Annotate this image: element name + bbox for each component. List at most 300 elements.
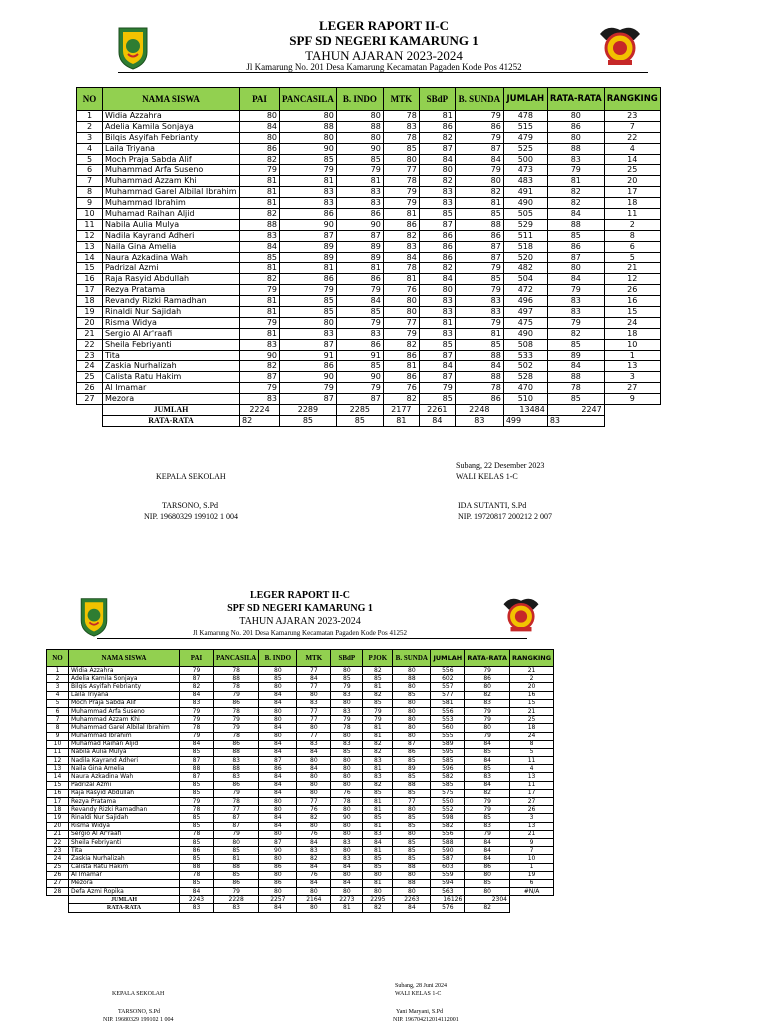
row-number: 18 <box>77 296 103 307</box>
grade-cell: 85 <box>363 814 393 822</box>
grade-cell: 85 <box>363 855 393 863</box>
grade-cell: 88 <box>280 121 337 132</box>
student-name: Revandy Rizki Ramadhan <box>103 296 240 307</box>
grade-cell: 552 <box>431 806 465 814</box>
grade-cell: 482 <box>503 263 547 274</box>
student-name: Nabila Aulia Mulya <box>69 748 180 756</box>
student-name: Nadila Kayrand Adheri <box>69 757 180 765</box>
row-number: 24 <box>47 855 69 863</box>
homeroom-title: WALI KELAS 1-C <box>395 991 442 997</box>
table-header-row <box>77 88 661 111</box>
col-header-pancasila: PANCASILA <box>280 88 337 111</box>
grade-cell: 18 <box>604 328 660 339</box>
grade-cell: 79 <box>214 724 259 732</box>
grade-cell: 90 <box>331 814 363 822</box>
student-row <box>77 285 661 296</box>
grade-cell: 86 <box>240 143 280 154</box>
grade-cell: 77 <box>393 798 431 806</box>
grade-cell: 470 <box>503 383 547 394</box>
grade-cell: 84 <box>259 691 297 699</box>
grade-cell: 80 <box>331 888 363 896</box>
grade-cell: 89 <box>547 350 604 361</box>
grade-cell: 87 <box>180 773 214 781</box>
grade-cell: 20 <box>604 176 660 187</box>
report-title: LEGER RAPORT II-C <box>249 590 351 601</box>
grade-cell: 87 <box>393 740 431 748</box>
grade-cell: 79 <box>383 187 419 198</box>
grade-cell: 4 <box>510 765 554 773</box>
grade-cell: 560 <box>431 724 465 732</box>
grade-cell: 80 <box>331 806 363 814</box>
student-name: Sergio Al Ar'raafi <box>103 328 240 339</box>
student-row <box>77 383 661 394</box>
grade-cell: 497 <box>503 307 547 318</box>
grade-cell: 84 <box>336 296 383 307</box>
grade-cell: 8 <box>604 230 660 241</box>
jumlah-b-sunda: 2263 <box>393 896 431 904</box>
row-number: 15 <box>47 781 69 789</box>
rata-mtk: 80 <box>297 904 331 912</box>
student-row <box>77 198 661 209</box>
grade-cell: 83 <box>363 830 393 838</box>
grade-cell: 13 <box>510 822 554 830</box>
grade-cell: 80 <box>336 132 383 143</box>
grade-cell: 84 <box>297 838 331 846</box>
col-header-name: NAMA SISWA <box>103 88 240 111</box>
grade-cell: 6 <box>604 241 660 252</box>
row-number: 3 <box>77 132 103 143</box>
grade-cell: 27 <box>604 383 660 394</box>
student-row <box>77 121 661 132</box>
principal-title: KEPALA SEKOLAH <box>112 991 165 997</box>
principal-name: TARSONO, S.Pd <box>162 501 219 510</box>
student-name: Muhammad Arfa Suseno <box>103 165 240 176</box>
grade-cell: 82 <box>547 328 604 339</box>
student-name: Sheila Febriyanti <box>69 838 180 846</box>
grade-cell: 15 <box>510 699 554 707</box>
rata-mtk: 81 <box>383 415 419 426</box>
grade-cell: 76 <box>297 830 331 838</box>
row-number: 19 <box>47 814 69 822</box>
grade-cell: 80 <box>547 263 604 274</box>
rata-b-indo: 84 <box>259 904 297 912</box>
grade-cell: 80 <box>363 888 393 896</box>
grade-cell: 80 <box>419 285 455 296</box>
row-number: 10 <box>77 209 103 220</box>
grade-cell: 86 <box>214 699 259 707</box>
grade-cell: 87 <box>336 230 383 241</box>
grade-cell: 4 <box>604 143 660 154</box>
jumlah-b-indo: 2285 <box>336 405 383 416</box>
grade-cell: 80 <box>393 724 431 732</box>
grade-cell: 83 <box>240 230 280 241</box>
row-number: 17 <box>47 798 69 806</box>
grade-cell: 85 <box>214 871 259 879</box>
student-row <box>47 683 554 691</box>
grade-cell: 85 <box>393 789 431 797</box>
grade-cell: 82 <box>363 667 393 675</box>
col-header-rata-rata: RATA-RATA <box>465 650 510 667</box>
grade-cell: 79 <box>180 732 214 740</box>
grade-cell: 84 <box>419 154 455 165</box>
grade-cell: 83 <box>419 307 455 318</box>
grade-cell: 510 <box>503 394 547 405</box>
grade-cell: 87 <box>214 814 259 822</box>
col-header-rangking: RANGKING <box>510 650 554 667</box>
student-row <box>77 111 661 122</box>
grade-cell: 528 <box>503 372 547 383</box>
grade-cell: 83 <box>419 328 455 339</box>
grade-cell: 1 <box>604 350 660 361</box>
grade-cell: 84 <box>419 274 455 285</box>
grade-table <box>46 649 554 913</box>
grade-cell: 89 <box>280 241 337 252</box>
grade-cell: 82 <box>363 748 393 756</box>
grade-cell: 590 <box>431 847 465 855</box>
grade-cell: 10 <box>604 339 660 350</box>
grade-cell: 21 <box>604 263 660 274</box>
grade-cell: 79 <box>280 165 337 176</box>
grade-cell: 87 <box>419 372 455 383</box>
grade-cell: 80 <box>331 757 363 765</box>
grade-cell: 83 <box>280 328 337 339</box>
col-header-b-indo: B. INDO <box>336 88 383 111</box>
grade-cell: 557 <box>431 683 465 691</box>
grade-cell: 12 <box>604 274 660 285</box>
grade-cell: 87 <box>280 339 337 350</box>
col-header-no: NO <box>47 650 69 667</box>
grade-cell: 81 <box>547 176 604 187</box>
grade-cell: 83 <box>240 394 280 405</box>
grade-cell: 77 <box>297 798 331 806</box>
grade-cell: 81 <box>280 176 337 187</box>
student-row <box>77 230 661 241</box>
grade-cell: 78 <box>214 683 259 691</box>
grade-cell: 81 <box>419 111 455 122</box>
student-row <box>47 871 554 879</box>
grade-cell: 84 <box>259 814 297 822</box>
grade-cell: 581 <box>431 699 465 707</box>
grade-cell: 81 <box>363 847 393 855</box>
grade-cell: 27 <box>510 798 554 806</box>
grade-cell: 79 <box>180 707 214 715</box>
grade-cell: 86 <box>419 230 455 241</box>
grade-cell: 85 <box>419 209 455 220</box>
grade-cell: 83 <box>214 773 259 781</box>
jumlah-mtk: 2177 <box>383 405 419 416</box>
student-name: Naila Gina Amelia <box>103 241 240 252</box>
grade-cell: 80 <box>465 724 510 732</box>
grade-cell: 82 <box>297 855 331 863</box>
grade-cell: 87 <box>455 143 503 154</box>
student-name: Naura Azkadina Wah <box>69 773 180 781</box>
row-number: 9 <box>47 732 69 740</box>
student-name: Al Imamar <box>103 383 240 394</box>
student-name: Zaskia Nurhalizah <box>103 361 240 372</box>
grade-cell: 81 <box>240 187 280 198</box>
rata-sbdp: 81 <box>331 904 363 912</box>
jumlah-pai: 2224 <box>240 405 280 416</box>
row-number: 18 <box>47 806 69 814</box>
col-header-sbdp: SBdP <box>419 88 455 111</box>
grade-cell: 77 <box>297 732 331 740</box>
academic-year: TAHUN AJARAN 2023-2024 <box>239 616 361 627</box>
jumlah-b-indo: 2257 <box>259 896 297 904</box>
student-name: Nadila Kayrand Adheri <box>103 230 240 241</box>
grade-cell: 85 <box>465 879 510 887</box>
grade-cell: 80 <box>393 806 431 814</box>
jumlah-pancasila: 2228 <box>214 896 259 904</box>
grade-cell: 85 <box>393 855 431 863</box>
grade-cell: 87 <box>214 822 259 830</box>
academic-year: TAHUN AJARAN 2023-2024 <box>305 48 463 63</box>
grade-cell: 81 <box>240 328 280 339</box>
grade-cell: 87 <box>455 252 503 263</box>
grade-cell: 85 <box>455 274 503 285</box>
grade-cell: 85 <box>363 699 393 707</box>
row-number: 10 <box>47 740 69 748</box>
grade-cell: 82 <box>465 789 510 797</box>
student-row <box>47 740 554 748</box>
student-row <box>47 830 554 838</box>
grade-cell: 80 <box>259 716 297 724</box>
grade-cell: 80 <box>331 781 363 789</box>
grade-cell: 86 <box>547 121 604 132</box>
rata-rata-row <box>77 415 661 426</box>
grade-cell: 81 <box>363 822 393 830</box>
report-title: LEGER RAPORT II-C <box>318 18 450 33</box>
row-number: 25 <box>77 372 103 383</box>
homeroom-name: IDA SUTANTI, S.Pd <box>458 501 527 510</box>
grade-cell: 79 <box>180 716 214 724</box>
grade-cell: 84 <box>465 757 510 765</box>
student-name: Muhammad Ibrahim <box>103 198 240 209</box>
grade-cell: 80 <box>393 667 431 675</box>
grade-cell: 533 <box>503 350 547 361</box>
student-row <box>47 732 554 740</box>
row-number: 24 <box>77 361 103 372</box>
grade-cell: 79 <box>419 383 455 394</box>
student-name: Raja Rasyid Abdullah <box>103 274 240 285</box>
student-row <box>77 209 661 220</box>
grade-cell: 83 <box>180 699 214 707</box>
col-header-mtk: MTK <box>383 88 419 111</box>
row-number: 2 <box>47 675 69 683</box>
col-header-pai: PAI <box>240 88 280 111</box>
grade-cell: 490 <box>503 328 547 339</box>
grade-cell: 81 <box>363 806 393 814</box>
grade-cell: 86 <box>336 339 383 350</box>
rata-rata: 82 <box>465 904 510 912</box>
grade-cell: 80 <box>297 691 331 699</box>
jumlah-total: 13484 <box>503 405 547 416</box>
grade-cell: 79 <box>465 806 510 814</box>
row-number: 28 <box>47 888 69 896</box>
grade-cell: 79 <box>240 317 280 328</box>
grade-cell: 87 <box>280 230 337 241</box>
grade-cell: 83 <box>280 187 337 198</box>
student-row <box>77 372 661 383</box>
grade-cell: 88 <box>214 765 259 773</box>
grade-cell: 80 <box>331 667 363 675</box>
grade-cell: 86 <box>280 209 337 220</box>
row-number: 22 <box>47 838 69 846</box>
grade-cell: 84 <box>259 699 297 707</box>
grade-cell: 550 <box>431 798 465 806</box>
grade-cell: 90 <box>336 219 383 230</box>
grade-cell: 88 <box>547 143 604 154</box>
grade-cell: 85 <box>336 307 383 318</box>
grade-cell: 87 <box>419 143 455 154</box>
grade-cell: 80 <box>259 830 297 838</box>
student-name: Moch Praja Sabda Alif <box>103 154 240 165</box>
grade-cell: 518 <box>503 241 547 252</box>
grade-cell: 82 <box>465 691 510 699</box>
row-number: 27 <box>47 879 69 887</box>
grade-cell: 86 <box>419 121 455 132</box>
jumlah-row <box>47 896 554 904</box>
grade-cell: 79 <box>214 691 259 699</box>
grade-cell: 84 <box>383 252 419 263</box>
col-header-b-sunda: B. SUNDA <box>393 650 431 667</box>
grade-cell: 88 <box>180 765 214 773</box>
grade-cell: #N/A <box>510 888 554 896</box>
student-row <box>47 765 554 773</box>
col-header-mtk: MTK <box>297 650 331 667</box>
grade-cell: 85 <box>547 394 604 405</box>
student-row <box>77 165 661 176</box>
grade-cell: 77 <box>297 667 331 675</box>
student-name: Padrizal Azmi <box>103 263 240 274</box>
row-number: 7 <box>47 716 69 724</box>
header-divider <box>118 72 648 73</box>
grade-cell: 596 <box>431 765 465 773</box>
grade-cell: 81 <box>363 798 393 806</box>
grade-cell: 78 <box>214 732 259 740</box>
grade-cell: 19 <box>510 871 554 879</box>
grade-cell: 85 <box>393 814 431 822</box>
rata-pancasila: 85 <box>280 415 337 426</box>
grade-cell: 88 <box>180 863 214 871</box>
grade-cell: 2 <box>604 219 660 230</box>
grade-cell: 88 <box>393 863 431 871</box>
grade-cell: 91 <box>280 350 337 361</box>
student-row <box>77 317 661 328</box>
grade-cell: 25 <box>510 716 554 724</box>
grade-cell: 86 <box>336 209 383 220</box>
grade-cell: 483 <box>503 176 547 187</box>
rata-pai: 82 <box>240 415 280 426</box>
row-number: 15 <box>77 263 103 274</box>
grade-cell: 90 <box>280 219 337 230</box>
row-number: 22 <box>77 339 103 350</box>
col-header-sbdp: SBdP <box>331 650 363 667</box>
grade-cell: 86 <box>419 252 455 263</box>
student-row <box>47 855 554 863</box>
jumlah-label: JUMLAH <box>103 405 240 416</box>
grade-cell: 83 <box>465 699 510 707</box>
student-name: Risma Widya <box>69 822 180 830</box>
grade-cell: 80 <box>297 781 331 789</box>
grade-cell: 77 <box>297 716 331 724</box>
row-number: 8 <box>77 187 103 198</box>
grade-cell: 79 <box>455 132 503 143</box>
grade-cell: 81 <box>240 176 280 187</box>
student-row <box>47 863 554 871</box>
grade-cell: 84 <box>240 241 280 252</box>
grade-cell: 78 <box>180 724 214 732</box>
grade-cell: 21 <box>510 830 554 838</box>
signature-date: Subang, 28 Juni 2024 <box>395 983 448 989</box>
student-row <box>77 350 661 361</box>
student-row <box>47 838 554 846</box>
grade-cell: 490 <box>503 198 547 209</box>
student-name: Calista Ratu Hakim <box>69 863 180 871</box>
grade-cell: 81 <box>383 361 419 372</box>
grade-cell: 588 <box>431 838 465 846</box>
grade-cell: 80 <box>547 111 604 122</box>
grade-cell: 79 <box>214 830 259 838</box>
grade-cell: 80 <box>297 724 331 732</box>
row-number: 21 <box>47 830 69 838</box>
grade-cell: 82 <box>383 230 419 241</box>
row-number: 7 <box>77 176 103 187</box>
grade-cell: 1 <box>510 863 554 871</box>
grade-cell: 478 <box>503 111 547 122</box>
grade-cell: 80 <box>331 773 363 781</box>
grade-cell: 79 <box>383 198 419 209</box>
grade-cell: 85 <box>180 822 214 830</box>
grade-cell: 80 <box>280 111 337 122</box>
grade-cell: 76 <box>383 383 419 394</box>
grade-cell: 79 <box>383 328 419 339</box>
grade-cell: 525 <box>503 143 547 154</box>
student-row <box>47 781 554 789</box>
student-row <box>77 252 661 263</box>
grade-cell: 16 <box>510 691 554 699</box>
grade-cell: 26 <box>510 806 554 814</box>
grade-cell: 80 <box>419 165 455 176</box>
grade-cell: 6 <box>510 879 554 887</box>
school-address: Jl Kamarung No. 201 Desa Kamarung Kecamatan Pagaden Kode Pos 41252 <box>246 62 522 72</box>
grade-cell: 80 <box>280 132 337 143</box>
grade-cell: 8 <box>510 740 554 748</box>
grade-cell: 89 <box>336 252 383 263</box>
grade-cell: 85 <box>393 847 431 855</box>
header-divider <box>97 638 527 639</box>
grade-cell: 26 <box>604 285 660 296</box>
col-header-pai: PAI <box>180 650 214 667</box>
grade-cell: 7 <box>604 121 660 132</box>
signature-date: Subang, 22 Desember 2023 <box>456 461 545 470</box>
student-name: Naura Azkadina Wah <box>103 252 240 263</box>
grade-cell: 500 <box>503 154 547 165</box>
grade-cell: 81 <box>214 855 259 863</box>
grade-cell: 79 <box>455 285 503 296</box>
grade-cell: 85 <box>180 814 214 822</box>
col-header-pjok: PJOK <box>363 650 393 667</box>
grade-cell: 84 <box>465 847 510 855</box>
homeroom-nip: NIP. 19720817 200212 2 007 <box>458 512 553 521</box>
grade-cell: 85 <box>180 789 214 797</box>
grade-cell: 84 <box>259 748 297 756</box>
grade-cell: 87 <box>336 394 383 405</box>
row-number: 11 <box>47 748 69 756</box>
grade-cell: 85 <box>331 675 363 683</box>
student-row <box>47 822 554 830</box>
row-number: 4 <box>47 691 69 699</box>
grade-cell: 83 <box>547 307 604 318</box>
